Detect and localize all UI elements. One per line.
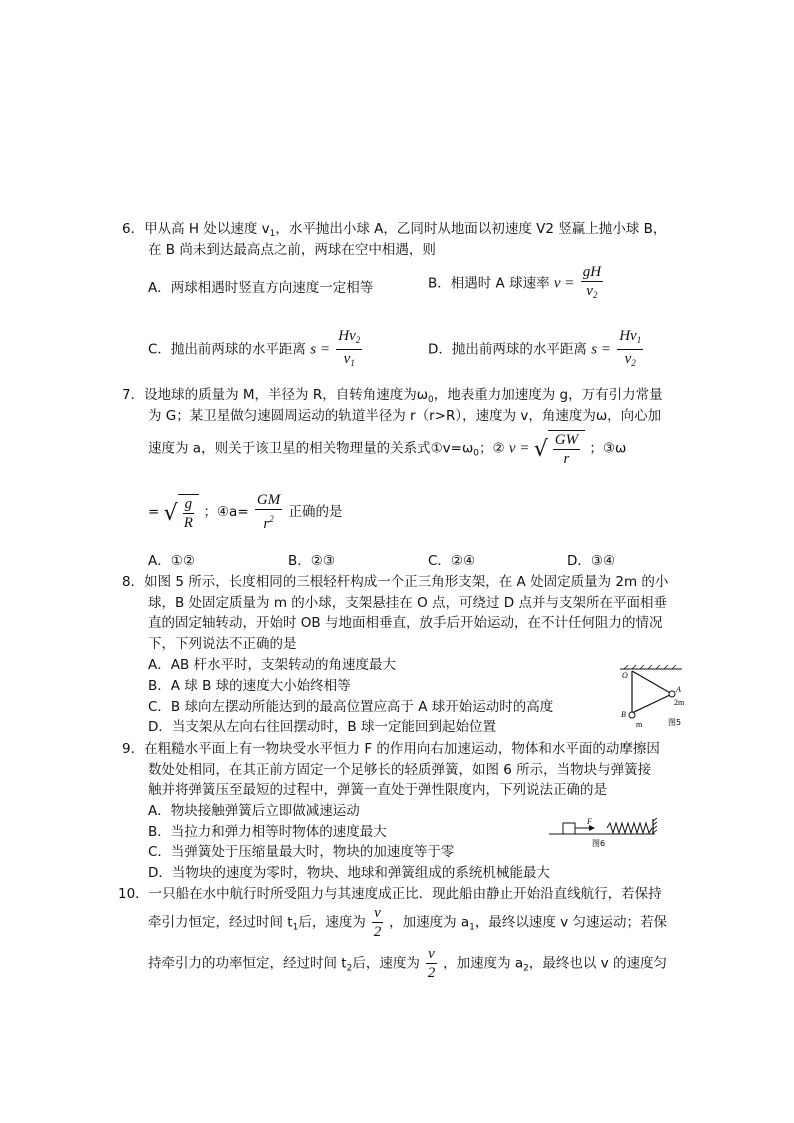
rod-oa (632, 671, 672, 694)
q7-line3-sqrt-den: r (563, 451, 570, 467)
q9-option-b: B．当拉力和弹力相等时物体的速度最大 (148, 824, 387, 840)
q10-line2-numerator: v (374, 905, 381, 921)
label-b: B (621, 710, 626, 719)
q10-line2-text: 牵引力恒定，经过时间 t (148, 914, 293, 931)
figure-6-block-spring (545, 815, 663, 855)
q8-option-c: C．B 球向左摆动所能达到的最高位置应高于 A 球开始运动时的高度 (148, 699, 554, 715)
ball-a (669, 691, 675, 697)
q6-option-b-den-sub: 2 (592, 290, 598, 300)
q6-option-d (428, 328, 645, 371)
q10-line2-text-c: ，加速度为 a (389, 914, 470, 931)
q10-line3-sub-c: 2 (523, 963, 529, 974)
q9-stem-line3: 触并将弹簧压至最短的过程中，弹簧一直处于弹性限度内，下列说法正确的是 (148, 782, 607, 798)
label-f: F (587, 817, 592, 826)
q7-line4-sqrt-num: g (184, 495, 193, 512)
q7-line1-text: 7．设地球的质量为 M，半径为 R，自转角速度为ω (122, 387, 429, 403)
q10-line2-text-d: ，最终以速度 v 匀速运动；若保 (474, 914, 667, 931)
figure-6-caption: 图6 (592, 839, 606, 848)
q6-option-d-denominator (617, 350, 643, 371)
q6-option-c-denominator (336, 350, 362, 371)
q10-line3-fraction (426, 946, 437, 981)
q6-line1-text-b: ，水平抛出小球 A，乙同时从地面以初速度 V2 竖赢上抛小球 B， (275, 221, 667, 237)
q6-option-c-num-sub: 2 (355, 335, 361, 345)
q6-option-b-denominator (581, 282, 603, 303)
q6-option-d-den-var: v (624, 351, 632, 367)
q6-line1-text: 6．甲从高 H 处以速度 v (122, 221, 270, 237)
q7-stem-line2: 为 G；某卫星做匀速圆周运动的轨道半径为 r（r>R），速度为 v，角速度为ω，向心加 (148, 408, 662, 424)
label-m: m (636, 720, 643, 729)
q6-option-b-den-var: v (586, 283, 593, 299)
q7-line3-sqrt-fraction (553, 432, 580, 467)
label-2m: 2m (674, 698, 685, 707)
q7-line3-text: 速度为 a，则关于该卫星的相关物理量的关系式①v=ω (148, 440, 474, 457)
q6-option-d-fraction (617, 328, 643, 371)
q6-option-d-num-var: Hv (619, 328, 637, 344)
radical-icon: √ (533, 437, 548, 462)
q7-option-a: A．①② (148, 553, 195, 569)
q7-line3-sqrt (534, 430, 585, 467)
q6-option-c-fraction (336, 328, 362, 371)
q7-line1-text-b: ，地表重力加速度为 g，万有引力常量 (433, 387, 663, 403)
q10-line3-text: 持牵引力的功率恒定，经过时间 t (148, 955, 347, 972)
q6-option-c-num-var: Hv (338, 328, 356, 344)
q8-stem-line1: 8．如图 5 所示，长度相同的三根轻杆构成一个正三角形支架，在 A 处固定质量为 2m 的小 (122, 574, 669, 590)
q6-option-c (148, 328, 364, 371)
q6-option-d-den-sub: 2 (631, 358, 636, 368)
q10-line2-sub-c: 1 (469, 922, 475, 933)
ceiling-hatching (624, 665, 676, 669)
q10-line2-denominator: 2 (373, 924, 382, 940)
q7-line3-lhs: v = (508, 440, 530, 457)
label-o: O (622, 671, 628, 680)
q10-stem-line2 (148, 905, 667, 940)
q7-stem-line3 (148, 430, 626, 467)
q10-line3-denominator: 2 (427, 965, 436, 981)
q8-option-d: D．当支架从左向右往回摆动时，B 球一定能回到起始位置 (148, 719, 496, 735)
q10-line3-sub: 2 (346, 963, 353, 974)
q7-option-d: D．③④ (567, 553, 616, 569)
block (563, 823, 575, 834)
q10-line2-text-b: 后，速度为 (298, 914, 366, 931)
q10-line3-text-c: ，加速度为 a (443, 955, 524, 972)
q7-line3-text-c: ；③ω (589, 440, 627, 457)
q6-option-c-den-sub: 1 (350, 358, 355, 368)
q6-option-d-text: D．抛出前两球的水平距离 (428, 341, 587, 358)
q6-stem-line2: 在 B 尚未到达最高点之前，两球在空中相遇，则 (148, 242, 436, 258)
ball-b (629, 712, 635, 718)
q8-stem-line4: 下，下列说法不正确的是 (148, 636, 297, 652)
q7-line4-numerator: GM (256, 492, 281, 508)
q9-option-a: A．物块接触弹簧后立即做减速运动 (148, 803, 360, 819)
q8-stem-line2: 球，B 处固定质量为 m 的小球，支架悬挂在 O 点，可绕过 D 点并与支架所在平面相垂 (148, 595, 667, 611)
q7-option-b: B．②③ (288, 553, 335, 569)
q10-line2-fraction (372, 905, 383, 940)
q7-stem-line1 (122, 383, 663, 405)
q6-option-c-numerator (336, 328, 362, 350)
q10-line3-numerator: v (428, 946, 435, 962)
q7-line4-den-var: r (263, 516, 270, 532)
q10-line2-sub: 1 (292, 922, 299, 933)
q9-option-c: C．当弹簧处于压缩量最大时，物块的加速度等于零 (148, 844, 455, 860)
q6-option-c-den-var: v (343, 351, 351, 367)
q7-line3-sub: 0 (473, 448, 480, 459)
q7-line1-sub: 0 (428, 395, 434, 405)
q6-option-a: A．两球相遇时竖直方向速度一定相等 (148, 280, 374, 296)
q10-line3-text-d: ，最终也以 v 的速度匀 (528, 955, 667, 972)
q9-option-d: D．当物块的速度为零时，物块、地球和弹簧组成的系统机械能最大 (148, 865, 550, 881)
q7-line4-eq: = (148, 504, 160, 520)
q9-stem-line1: 9．在粗糙水平面上有一物块受水平恒力 F 的作用向右加速运动，物体和水平面的动摩擦因 (122, 741, 660, 757)
q7-line3-sqrt-num: GW (554, 432, 579, 448)
q8-option-b: B．A 球 B 球的速度大小始终相等 (148, 678, 351, 694)
q7-line4-denominator (255, 510, 282, 532)
q6-option-b (428, 264, 605, 303)
q6-option-b-numerator: gH (582, 264, 602, 280)
q7-line4-sqrt (164, 494, 200, 531)
q6-line1-sub: 1 (269, 229, 276, 239)
q6-option-b-fraction (581, 264, 603, 303)
q10-line3-text-b: 后，速度为 (352, 955, 420, 972)
q6-option-b-lhs: v = (553, 275, 575, 292)
radical-icon: √ (163, 500, 178, 526)
q7-stem-line4 (148, 492, 343, 532)
q6-option-d-num-sub: 1 (636, 335, 642, 345)
q6-option-c-lhs: s = (310, 341, 330, 358)
q7-line4-text-b: ；④a= (203, 504, 249, 520)
q7-option-c: C．②④ (428, 553, 476, 569)
rod-ab (632, 694, 672, 713)
q6-option-d-lhs: s = (591, 341, 611, 358)
q7-line4-fraction (255, 492, 282, 532)
q7-line4-sqrt-fraction (183, 496, 195, 531)
q10-stem-line1: 10．一只船在水中航行时所受阻力与其速度成正比．现此船由静止开始沿直线航行，若保持 (118, 886, 662, 902)
q10-stem-line3 (148, 946, 667, 981)
spring-coil (607, 823, 652, 833)
q6-option-b-text: B．相遇时 A 球速率 (428, 275, 550, 292)
q7-line4-den-sup: 2 (269, 514, 274, 524)
q6-option-c-text: C．抛出前两球的水平距离 (148, 341, 306, 358)
q7-line4-text-c: 正确的是 (288, 504, 343, 520)
q8-stem-line3: 直的固定轴转动，开始时 OB 与地面相垂直，放手后开始运动，在不计任何阻力的情况 (148, 615, 663, 631)
q9-stem-line2: 数处处相同，在其正前方固定一个足够长的轻质弹簧，如图 6 所示，当物块与弹簧接 (148, 762, 652, 778)
label-a: A (676, 685, 681, 694)
q8-option-a: A．AB 杆水平时，支架转动的角速度最大 (148, 657, 397, 673)
q6-option-d-numerator (617, 328, 643, 350)
q7-line4-sqrt-den: R (183, 514, 193, 531)
figure-5-caption: 图5 (668, 718, 682, 727)
q6-stem-line1 (122, 217, 666, 239)
q7-line3-text-b: ；② (479, 440, 505, 457)
figure-5-triangle-support (612, 663, 692, 731)
